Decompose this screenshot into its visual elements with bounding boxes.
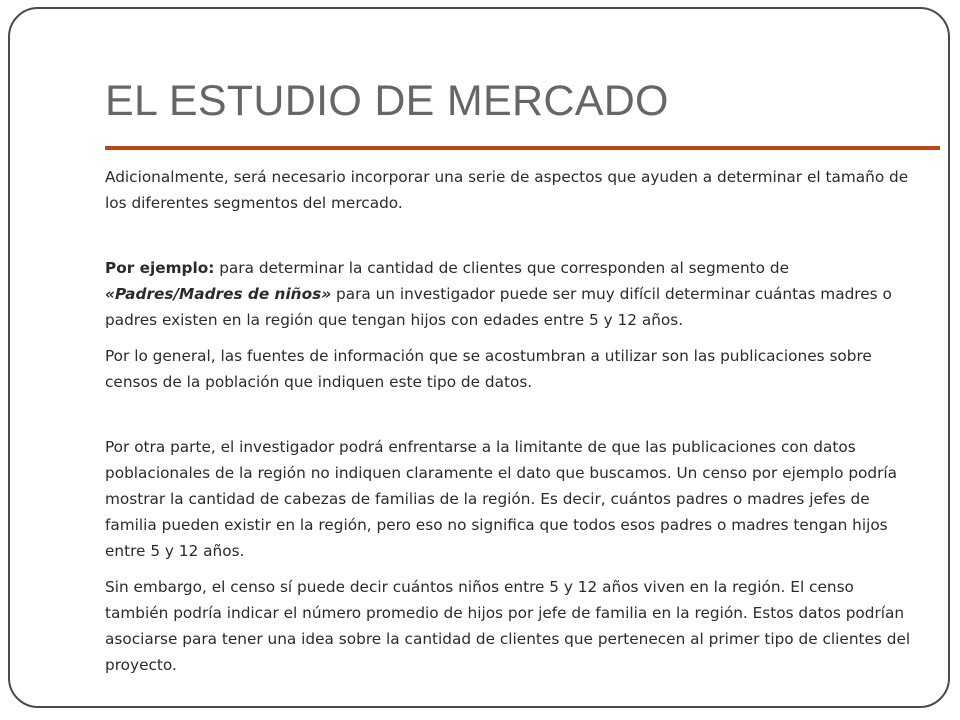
paragraph-1: Adicionalmente, será necesario incorporar una serie de aspectos que ayuden a determinar el tamaño de los diferentes segmentos del mercado. [105, 168, 909, 212]
slide-title: EL ESTUDIO DE MERCADO [105, 77, 669, 125]
paragraph-2-text-a: para determinar la cantidad de clientes que corresponden al segmento de [214, 259, 790, 277]
paragraph-2-emphasis: «Padres/Madres de niños» [105, 285, 332, 303]
paragraph-2-text-b: para un investigador puede ser muy difícil determinar cuántas madres o padres existen en la región que tengan hijos con edades entre 5 y 12 años. [105, 285, 892, 329]
paragraph-3: Por lo general, las fuentes de información que se acostumbran a utilizar son las publicaciones sobre censos de la población que indiquen este tipo de datos. [105, 347, 872, 391]
paragraph-2-lead: Por ejemplo: [105, 259, 215, 277]
title-underline [105, 146, 940, 150]
slide-body [105, 164, 917, 678]
paragraph-2 [105, 255, 917, 333]
paragraph-4: Por otra parte, el investigador podrá enfrentarse a la limitante de que las publicaciones con datos poblacionales de la región no indiquen claramente el dato que buscamos. Un censo por ejemplo podría mostrar la cantidad de cabezas de familias de la región. Es decir, cuántos padres o madres jefes de familia pueden existir en la región, pero eso no significa que todos esos padres o madres tengan hijos entre 5 y 12 años. [105, 438, 898, 560]
paragraph-5: Sin embargo, el censo sí puede decir cuántos niños entre 5 y 12 años viven en la región. El censo también podría indicar el número promedio de hijos por jefe de familia en la región. Estos datos podrían asociarse para tener una idea sobre la cantidad de clientes que pertenecen al primer tipo de clientes del proyecto. [105, 578, 911, 674]
